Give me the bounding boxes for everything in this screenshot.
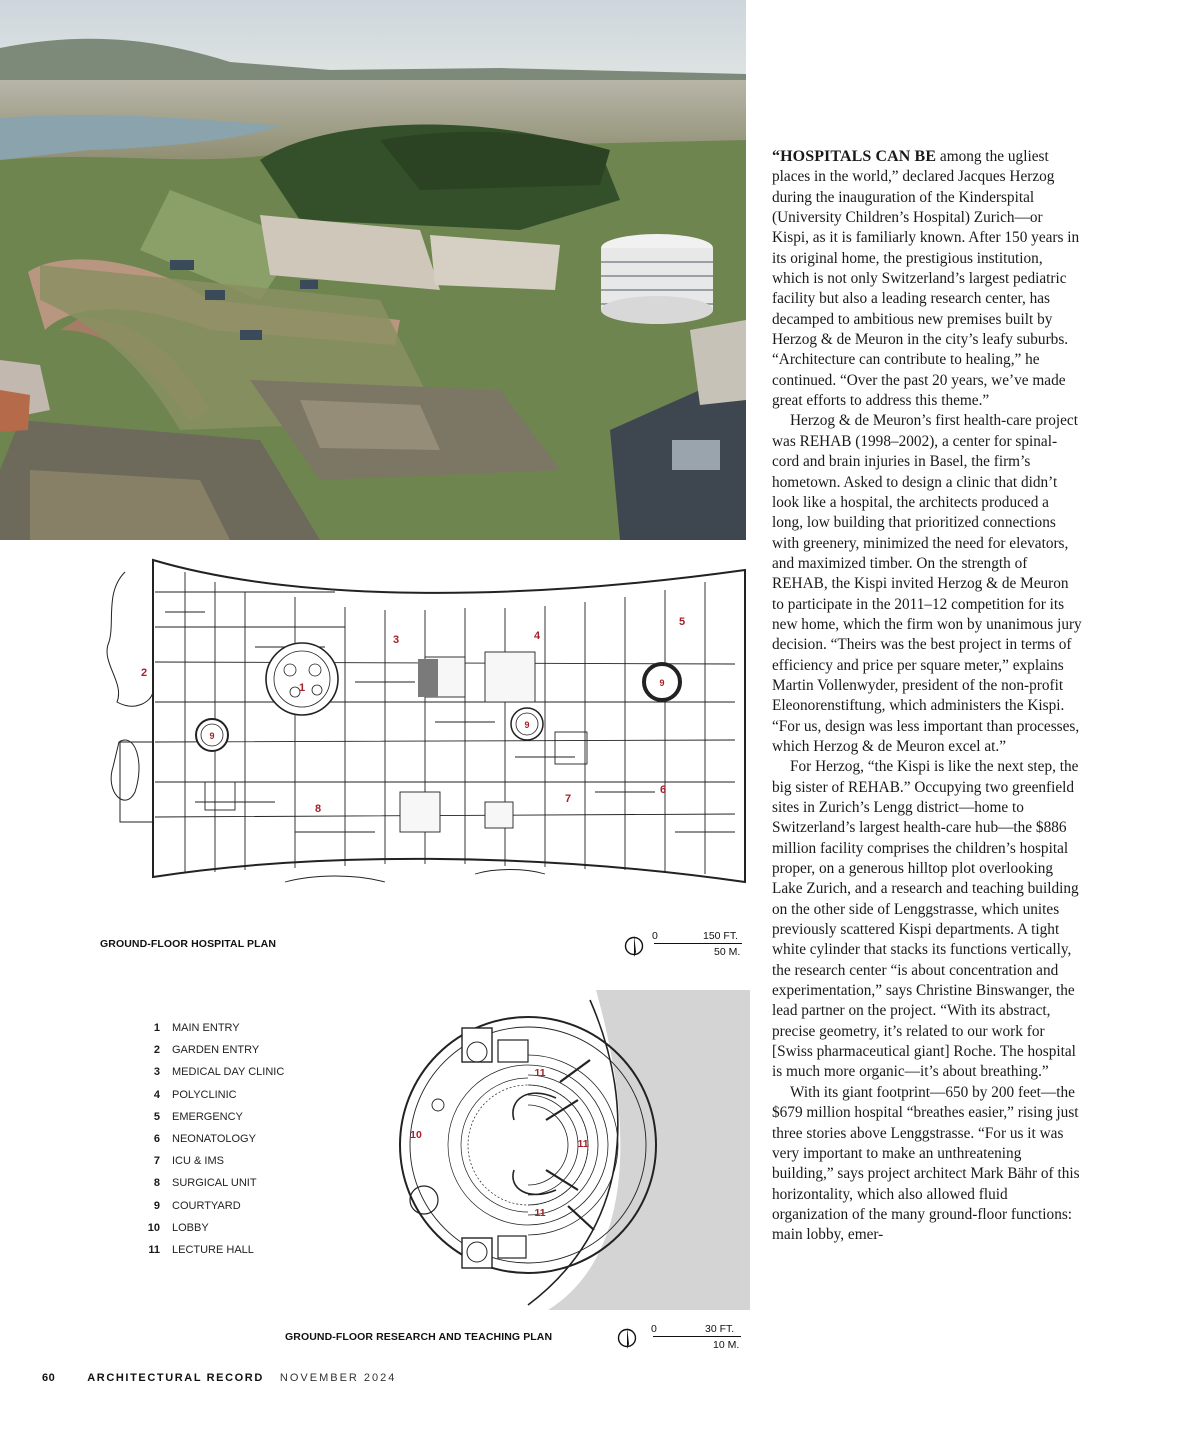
legend-number: 10 — [147, 1221, 160, 1234]
research-plan — [378, 990, 750, 1310]
article-paragraph: With its giant footprint—650 by 200 feet—the $679 million hospital “breathes easier,” rising just three stories above Lenggstrasse. “For us it was very important to make an unthreatening building,” says project architect Mark Bähr of this horizontality, which also allowed fluid organization of the many ground-floor functions: main lobby, emer- — [772, 1083, 1080, 1244]
research-scale-zero: 0 — [651, 1323, 657, 1335]
legend-item — [138, 1128, 284, 1150]
aerial-photo — [0, 0, 746, 540]
legend-item — [138, 1084, 284, 1106]
plan-marker: 11 — [577, 1138, 589, 1150]
plan-marker: 10 — [410, 1129, 422, 1141]
plan-legend — [138, 1017, 284, 1261]
plan-marker: 9 — [659, 678, 665, 688]
legend-number: 5 — [153, 1110, 160, 1123]
legend-item — [138, 1061, 284, 1083]
research-scale-bar — [653, 1336, 741, 1337]
issue-date: NOVEMBER 2024 — [279, 1372, 397, 1384]
plan-marker: 4 — [533, 630, 541, 642]
plan-marker: 11 — [534, 1067, 546, 1079]
plan-marker: 11 — [534, 1207, 546, 1219]
aerial-photo-illustration — [0, 0, 746, 540]
hospital-scale-bar — [654, 943, 742, 944]
research-north-arrow — [617, 1324, 637, 1357]
research-scale-meters: 10 M. — [713, 1339, 740, 1351]
legend-label: MEDICAL DAY CLINIC — [172, 1066, 285, 1079]
page-number: 60 — [42, 1372, 56, 1384]
article-paragraph — [772, 147, 1082, 411]
north-arrow-icon — [617, 1324, 637, 1352]
legend-number: 3 — [153, 1066, 160, 1079]
legend-label: ICU & IMS — [172, 1155, 224, 1168]
legend-number: 2 — [153, 1044, 160, 1057]
legend-number: 7 — [153, 1155, 160, 1168]
plan-marker: 6 — [659, 784, 667, 796]
legend-label: NEONATOLOGY — [172, 1133, 256, 1146]
legend-label: MAIN ENTRY — [172, 1022, 240, 1035]
legend-label: COURTYARD — [172, 1199, 241, 1212]
legend-item — [138, 1150, 284, 1172]
hospital-scale-meters: 50 M. — [714, 946, 741, 958]
legend-label: SURGICAL UNIT — [172, 1177, 257, 1190]
hospital-plan — [95, 552, 750, 897]
legend-item — [138, 1217, 284, 1239]
legend-item — [138, 1106, 284, 1128]
research-scale-feet: 30 FT. — [705, 1323, 735, 1335]
research-plan-drawing — [378, 990, 750, 1310]
plan-marker: 8 — [314, 803, 322, 815]
plan-marker: 9 — [209, 731, 215, 741]
legend-number: 9 — [153, 1199, 160, 1212]
legend-item — [138, 1017, 284, 1039]
legend-label: EMERGENCY — [172, 1110, 243, 1123]
plan-marker: 2 — [140, 667, 148, 679]
legend-number: 6 — [153, 1133, 160, 1146]
page-footer — [42, 1372, 396, 1384]
plan-marker: 9 — [524, 720, 530, 730]
legend-label: GARDEN ENTRY — [172, 1044, 260, 1057]
hospital-scale-zero: 0 — [652, 930, 658, 942]
legend-item — [138, 1239, 284, 1261]
plan-marker: 1 — [298, 682, 306, 694]
hospital-scale-feet: 150 FT. — [703, 930, 739, 942]
legend-number: 11 — [148, 1243, 160, 1256]
hospital-plan-caption: GROUND-FLOOR HOSPITAL PLAN — [100, 938, 277, 950]
article-paragraph: For Herzog, “the Kispi is like the next step, the big sister of REHAB.” Occupying two greenfield sites in Zurich’s Lengg district—home to Switzerland’s largest health-care hub—the $886 million facility comprises the children’s hospital proper, on a generous hilltop plot overlooking Lake Zurich, and a research and teaching building on the other side of Lenggstrasse, which unites previously scattered Kispi departments. A tight white cylinder that stacks its functions vertically, the research center “is about concentration and experimentation,” says Christine Binswanger, the lead partner on the project. “With its abstract, precise geometry, it’s related to our work for [Swiss pharmaceutical giant] Roche. The hospital is much more organic—it’s about breathing.” — [772, 758, 1079, 1081]
paragraph-text: among the ugliest places in the world,” declared Jacques Herzog during the inauguration of the Kinderspital (University Children’s Hospital) Zurich—or Kispi, as it is familiarly known. After 150 years in its original home, the prestigious institution, which is not only Switzerland’s largest pediatric facility but also a leading research center, has decamped to ambitious new premises built by Herzog & de Meuron in the city’s leafy suburbs. “Architecture can contribute to healing,” he continued. “Over the past 20 years, we’ve made great efforts to address this theme.” — [772, 148, 1080, 410]
legend-label: POLYCLINIC — [172, 1088, 237, 1101]
legend-number: 4 — [153, 1088, 160, 1101]
plan-marker: 3 — [392, 634, 400, 646]
north-arrow-icon — [624, 932, 644, 960]
article-body — [772, 147, 1082, 1246]
plan-marker: 5 — [678, 616, 686, 628]
lead-in: “HOSPITALS CAN BE — [772, 148, 937, 165]
legend-label: LOBBY — [172, 1221, 209, 1234]
legend-label: LECTURE HALL — [172, 1243, 254, 1256]
legend-item — [138, 1195, 284, 1217]
hospital-plan-drawing — [95, 552, 750, 897]
legend-number: 1 — [153, 1022, 160, 1035]
legend-item — [138, 1172, 284, 1194]
plan-marker: 7 — [564, 793, 572, 805]
research-plan-caption: GROUND-FLOOR RESEARCH AND TEACHING PLAN — [285, 1331, 553, 1343]
legend-number: 8 — [153, 1177, 160, 1190]
hospital-north-arrow — [624, 932, 644, 965]
magazine-name: ARCHITECTURAL RECORD — [87, 1372, 264, 1384]
article-paragraph: Herzog & de Meuron’s first health-care project was REHAB (1998–2002), a center for spinal-cord and brain injuries in Basel, the firm’s hometown. Asked to design a clinic that didn’t look like a hospital, the architects produced a long, low building that prioritized connections with greenery, minimized the need for elevators, and maximized timber. On the strength of REHAB, the Kispi invited Herzog & de Meuron to participate in the 2011–12 competition for its new home, which the firm won by unanimous jury decision. “Theirs was the best project in terms of efficiency and price per square meter,” explains Martin Vollenwyder, president of the non-profit Eleonorenstiftung, which administers the Kispi. “For us, design was less important than processes, which Herzog & de Meuron excel at.” — [772, 412, 1082, 755]
legend-item — [138, 1039, 284, 1061]
